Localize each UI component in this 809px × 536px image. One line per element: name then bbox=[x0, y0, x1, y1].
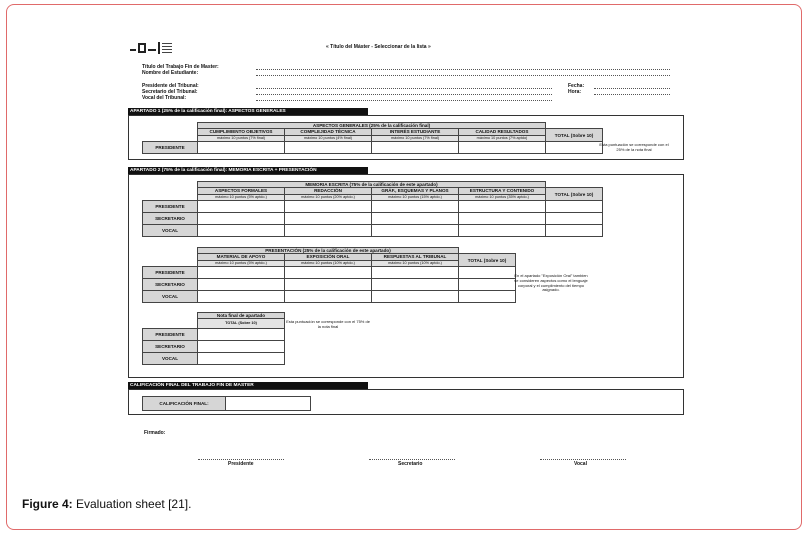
signature-label-vocal: Vocal bbox=[574, 461, 587, 467]
caption-label: Figure 4: bbox=[22, 497, 73, 511]
header-student-label: Nombre del Estudiante: bbox=[142, 70, 199, 76]
score-cell[interactable] bbox=[459, 225, 546, 237]
col-estructura: ESTRUCTURA Y CONTENIDO bbox=[459, 188, 546, 194]
col-exposicion: EXPOSICIÓN ORAL bbox=[285, 254, 372, 260]
score-cell[interactable] bbox=[285, 267, 372, 279]
memoria-group-header: MEMORIA ESCRITA (75% de la calificación de este apartado) bbox=[198, 182, 546, 188]
evaluation-sheet bbox=[126, 38, 686, 478]
score-cell[interactable] bbox=[285, 225, 372, 237]
presentacion-table bbox=[142, 247, 516, 303]
score-cell[interactable] bbox=[198, 291, 285, 303]
secretary-dotted-line bbox=[256, 94, 552, 95]
score-cell[interactable] bbox=[285, 142, 372, 154]
president-dotted-line bbox=[256, 88, 552, 89]
final-grade-table bbox=[142, 396, 311, 411]
sub-exposicion: máximo 10 puntos (10% aptdo.) bbox=[285, 260, 372, 266]
total-cell[interactable] bbox=[546, 201, 603, 213]
signature-label-presidente: Presidente bbox=[228, 461, 254, 467]
hora-label: Hora: bbox=[568, 89, 582, 95]
score-cell[interactable] bbox=[285, 291, 372, 303]
fecha-label: Fecha: bbox=[568, 83, 585, 89]
score-cell[interactable] bbox=[198, 225, 285, 237]
total-cell[interactable] bbox=[459, 279, 516, 291]
sub-calidad: máximo 10 puntos (7% aptdo) bbox=[459, 135, 546, 141]
final-row-secretario: SECRETARIO bbox=[143, 341, 198, 353]
score-cell[interactable] bbox=[372, 225, 459, 237]
section1-group-header: ASPECTOS GENERALES (25% de la calificación final) bbox=[198, 123, 546, 129]
final-row-vocal: VOCAL bbox=[143, 353, 198, 365]
score-cell[interactable] bbox=[459, 201, 546, 213]
section2-bar: APARTADO 2 (75% de la calificación final): MEMORIA ESCRITA + PRESENTACIÓN bbox=[128, 167, 368, 174]
final-apartado-header: Nota final de apartado bbox=[198, 313, 285, 319]
memoria-row-secretario: SECRETARIO bbox=[143, 213, 198, 225]
sub-redaccion: máximo 10 puntos (20% aptdo.) bbox=[285, 194, 372, 200]
total-cell[interactable] bbox=[546, 213, 603, 225]
total-cell[interactable] bbox=[546, 225, 603, 237]
signature-line-secretario bbox=[369, 459, 455, 460]
vocal-dotted-line bbox=[256, 100, 552, 101]
sub-aspectos-formales: máximo 10 puntos (5% aptdo.) bbox=[198, 194, 285, 200]
total-cell[interactable] bbox=[546, 142, 603, 154]
header-president-label: Presidente del Tribunal: bbox=[142, 83, 199, 89]
col-cumplimiento: CUMPLIMIENTO OBJETIVOS bbox=[198, 129, 285, 135]
presentacion-row-presidente: PRESIDENTE bbox=[143, 267, 198, 279]
score-cell[interactable] bbox=[372, 267, 459, 279]
score-cell[interactable] bbox=[198, 201, 285, 213]
signature-label-secretario: Secretario bbox=[398, 461, 423, 467]
memoria-total-header: TOTAL (Sobre 10) bbox=[546, 188, 603, 201]
score-cell[interactable] bbox=[285, 279, 372, 291]
university-logo bbox=[130, 40, 178, 56]
memoria-row-vocal: VOCAL bbox=[143, 225, 198, 237]
total-cell[interactable] bbox=[198, 353, 285, 365]
score-cell[interactable] bbox=[372, 213, 459, 225]
section1-bar: APARTADO 1 (25% de la calificación final): ASPECTOS GENERALES bbox=[128, 108, 368, 115]
final-grade-label: CALIFICACIÓN FINAL: bbox=[143, 397, 226, 411]
presentacion-row-vocal: VOCAL bbox=[143, 291, 198, 303]
memoria-table bbox=[142, 181, 603, 237]
col-aspectos-formales: ASPECTOS FORMALES bbox=[198, 188, 285, 194]
sub-material: máximo 10 puntos (5% aptdo.) bbox=[198, 260, 285, 266]
section1-total-header: TOTAL (Sobre 10) bbox=[546, 129, 603, 142]
fecha-dotted-line bbox=[594, 88, 670, 89]
section3-bar: CALIFICACIÓN FINAL DEL TRABAJO FIN DE MASTER bbox=[128, 382, 368, 389]
score-cell[interactable] bbox=[372, 201, 459, 213]
firmado-label: Firmado: bbox=[144, 430, 166, 436]
col-material: MATERIAL DE APOYO bbox=[198, 254, 285, 260]
presentacion-row-secretario: SECRETARIO bbox=[143, 279, 198, 291]
sub-cumplimiento: máximo 10 puntos (7% final) bbox=[198, 135, 285, 141]
presentacion-note: En el apartado "Exposición Oral" tambien se consideren aspectos como el lenguaje corporal y el cumplimiento del tiempo asignado. bbox=[514, 273, 588, 293]
final-apartado-total-header: TOTAL (Sobre 10) bbox=[198, 319, 285, 329]
final-grade-cell[interactable] bbox=[226, 397, 311, 411]
sub-respuestas: máximo 10 puntos (10% aptdo.) bbox=[372, 260, 459, 266]
title-dotted-line bbox=[256, 69, 670, 70]
header-secretary-label: Secretario del Tribunal: bbox=[142, 89, 198, 95]
col-redaccion: REDACCIÓN bbox=[285, 188, 372, 194]
score-cell[interactable] bbox=[372, 279, 459, 291]
header-vocal-label: Vocal del Tribunal: bbox=[142, 95, 187, 101]
score-cell[interactable] bbox=[372, 142, 459, 154]
signature-line-vocal bbox=[540, 459, 626, 460]
score-cell[interactable] bbox=[198, 267, 285, 279]
final-apartado-table bbox=[142, 312, 285, 365]
signature-line-presidente bbox=[198, 459, 284, 460]
presentacion-total-header: TOTAL (Sobre 10) bbox=[459, 254, 516, 267]
student-dotted-line bbox=[256, 75, 670, 76]
master-title-placeholder: « Título del Máster - Seleccionar de la lista » bbox=[326, 44, 431, 50]
sub-estructura: máximo 10 puntos (35% aptdo.) bbox=[459, 194, 546, 200]
col-graficos: GRÁF., ESQUEMAS Y PLANOS bbox=[372, 188, 459, 194]
score-cell[interactable] bbox=[198, 213, 285, 225]
header-title-label: Título del Trabajo Fin de Master: bbox=[142, 64, 219, 70]
col-respuestas: RESPUESTAS AL TRIBUNAL bbox=[372, 254, 459, 260]
col-complejidad: COMPLEJIDAD TÉCNICA bbox=[285, 129, 372, 135]
total-cell[interactable] bbox=[198, 329, 285, 341]
section1-table bbox=[142, 122, 603, 154]
total-cell[interactable] bbox=[198, 341, 285, 353]
col-interes: INTERÉS ESTUDIANTE bbox=[372, 129, 459, 135]
score-cell[interactable] bbox=[198, 279, 285, 291]
score-cell[interactable] bbox=[285, 201, 372, 213]
score-cell[interactable] bbox=[459, 142, 546, 154]
section1-row-presidente: PRESIDENTE bbox=[143, 142, 198, 154]
sub-graficos: máximo 10 puntos (15% aptdo.) bbox=[372, 194, 459, 200]
sub-complejidad: máximo 10 puntos (4% final) bbox=[285, 135, 372, 141]
score-cell[interactable] bbox=[372, 291, 459, 303]
col-calidad: CALIDAD RESULTADOS bbox=[459, 129, 546, 135]
final-apartado-note: Esta puntuación se corresponde con el 75% de la nota final bbox=[286, 319, 370, 329]
caption-text: Evaluation sheet [21]. bbox=[72, 497, 192, 511]
memoria-row-presidente: PRESIDENTE bbox=[143, 201, 198, 213]
total-cell[interactable] bbox=[459, 291, 516, 303]
presentacion-group-header: PRESENTACIÓN (25% de la calificación de este apartado) bbox=[198, 248, 459, 254]
score-cell[interactable] bbox=[459, 213, 546, 225]
figure-caption bbox=[22, 497, 191, 511]
total-cell[interactable] bbox=[459, 267, 516, 279]
score-cell[interactable] bbox=[198, 142, 285, 154]
final-row-presidente: PRESIDENTE bbox=[143, 329, 198, 341]
section1-note: Esta puntuación se corresponde con el 25% de la nota final bbox=[599, 142, 669, 152]
sub-interes: máximo 10 puntos (7% final) bbox=[372, 135, 459, 141]
hora-dotted-line bbox=[594, 94, 670, 95]
score-cell[interactable] bbox=[285, 213, 372, 225]
